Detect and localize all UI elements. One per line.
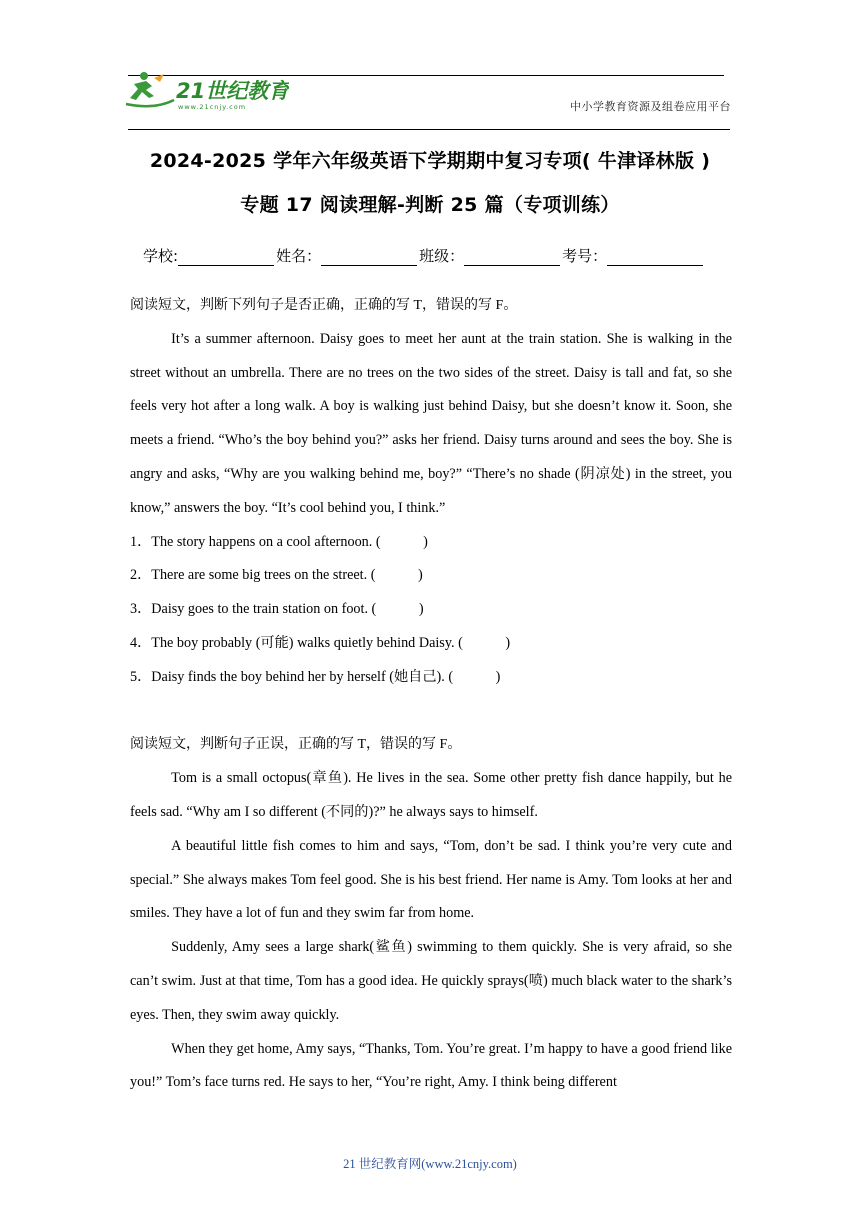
school-blank[interactable]	[178, 247, 274, 266]
passage1-instruction: 阅读短文，判断下列句子是否正确，正确的写 T，错误的写 F。	[130, 298, 518, 313]
page-subtitle: 专题 17 阅读理解-判断 25 篇（专项训练）	[240, 194, 620, 216]
name-field	[276, 245, 419, 266]
document-body	[130, 289, 732, 1100]
passage2-paragraph: When they get home, Amy says, “Thanks, Tom. You’re great. I’m happy to have a good friend like you!” Tom’s face turns red. He says to her, “You’re right, Amy. I think being different	[130, 1040, 732, 1091]
page-title: 2024-2025 学年六年级英语下学期期中复习专项( 牛津译林版 )	[149, 150, 711, 172]
passage2-paragraph: Tom is a small octopus(章鱼). He lives in the sea. Some other pretty fish dance happily, but he feels sad. “Why am I so different (不同的)?” he always says to himself.	[130, 770, 732, 820]
school-label: 学校:	[143, 247, 179, 265]
name-blank[interactable]	[321, 247, 417, 266]
question-item: 5．Daisy finds the boy behind her by herself (她自己). ( )	[130, 668, 501, 685]
number-blank[interactable]	[607, 247, 703, 266]
svg-text:21世纪教育: 21世纪教育	[176, 79, 289, 103]
question-item: 2．There are some big trees on the street. ( )	[130, 567, 423, 584]
21cnjy-logo	[124, 70, 289, 112]
svg-text:www.21cnjy.com: www.21cnjy.com	[178, 103, 247, 111]
number-field	[562, 245, 705, 266]
passage2-paragraph: A beautiful little fish comes to him and says, “Tom, don’t be sad. I think you’re very cute and special.” She always makes Tom feel good. She is his best friend. Her name is Amy. Tom looks at her and smiles. They have a lot of fun and they swim far from home.	[130, 837, 732, 922]
number-label: 考号：	[562, 247, 608, 265]
runner-icon	[126, 72, 174, 106]
section-gap	[130, 695, 732, 729]
class-field	[419, 245, 562, 266]
student-info-row	[143, 245, 705, 266]
platform-tagline: 中小学教育资源及组卷应用平台	[570, 100, 731, 113]
header-bottom-rule	[128, 129, 730, 130]
passage2-instruction: 阅读短文，判断句子正误，正确的写 T，错误的写 F。	[130, 737, 462, 753]
passage2-paragraph: Suddenly, Amy sees a large shark(鲨鱼) swimming to them quickly. She is very afraid, so she can’t swim. Just at that time, Tom has a good idea. He quickly sprays(喷) much black water to the shark’s eyes. Then, they swim away quickly.	[130, 939, 732, 1023]
class-label: 班级：	[419, 247, 465, 265]
passage1-text: It’s a summer afternoon. Daisy goes to meet her aunt at the train station. She is walking in the street without an umbrella. There are no trees on the two sides of the street. Daisy is tall and fat, so she feels very hot after a long walk. A boy is walking just behind Daisy, but she doesn’t know it. Soon, she meets a friend. “Who’s the boy behind you?” asks her friend. Daisy turns around and sees the boy. She is angry and asks, “Why are you walking behind me, boy?” “There’s no shade (阴凉处) in the street, you know,” answers the boy. “It’s cool behind you, I think.”	[130, 330, 732, 516]
footer-link[interactable]: 21 世纪教育网(www.21cnjy.com)	[343, 1157, 517, 1171]
name-label: 姓名：	[276, 247, 322, 265]
school-field	[143, 245, 276, 266]
question-item: 4．The boy probably (可能) walks quietly behind Daisy. ( )	[130, 634, 511, 651]
question-item: 1．The story happens on a cool afternoon. ( )	[130, 533, 428, 550]
question-item: 3．Daisy goes to the train station on foot. ( )	[130, 601, 424, 618]
class-blank[interactable]	[464, 247, 560, 266]
